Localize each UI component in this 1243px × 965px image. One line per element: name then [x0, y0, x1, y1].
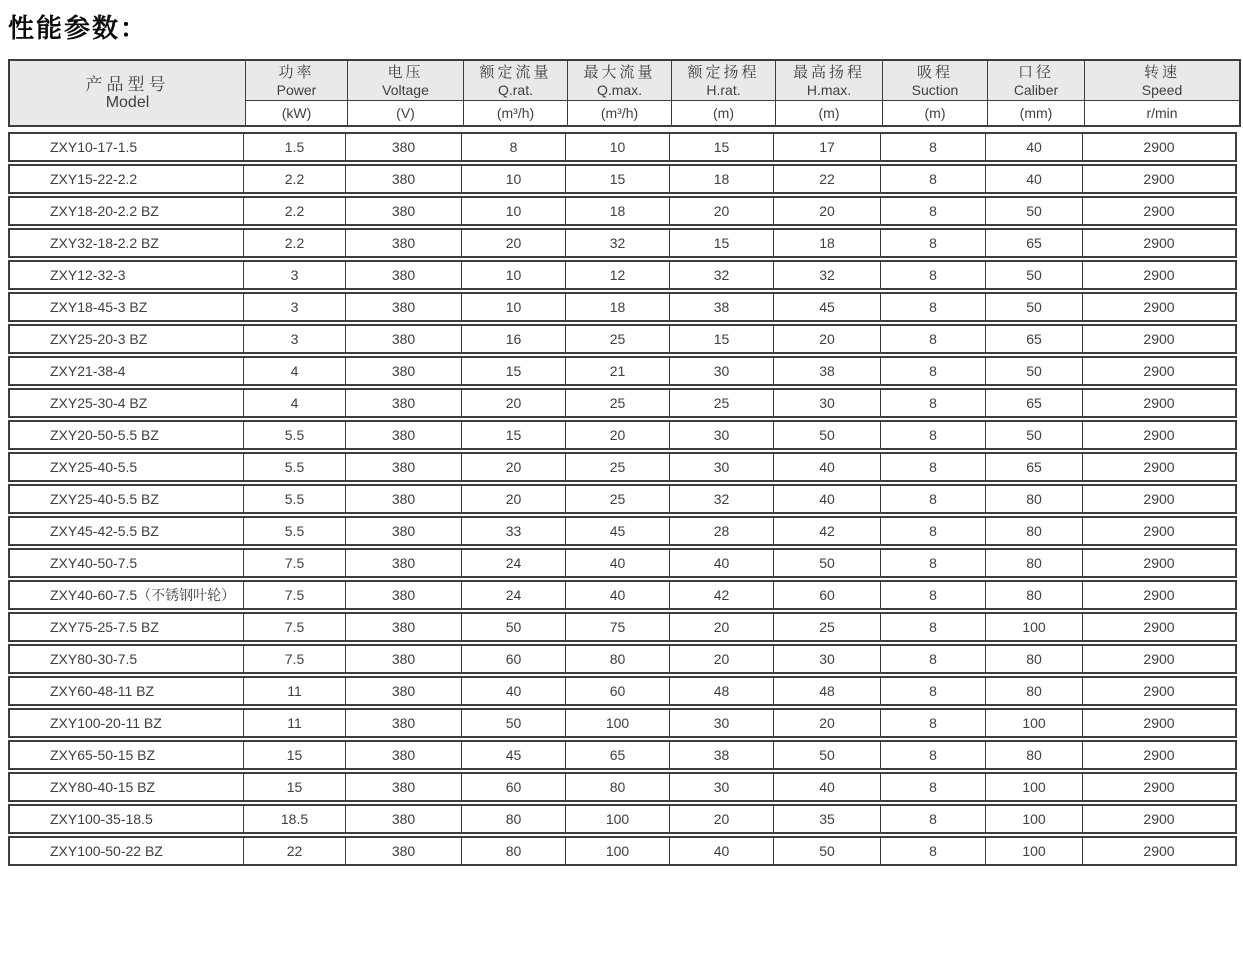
- value-cell: 18: [565, 292, 669, 322]
- column-label-en: Caliber: [1013, 81, 1059, 98]
- column-header-speed: [1084, 61, 1239, 100]
- value-cell: 380: [345, 292, 461, 322]
- value-cell: 8: [880, 548, 985, 578]
- column-label-zh: 额定扬程: [687, 63, 760, 81]
- value-cell: 100: [985, 804, 1082, 834]
- value-cell: 7.5: [243, 548, 345, 578]
- value-cell: 50: [773, 548, 880, 578]
- table-row: [8, 228, 1237, 258]
- column-header-qrat: [463, 61, 567, 100]
- value-cell: 50: [773, 420, 880, 450]
- column-label-en: H.max.: [806, 81, 852, 98]
- value-cell: 100: [565, 708, 669, 738]
- column-label-zh: 电压: [387, 63, 424, 81]
- value-cell: 2900: [1082, 452, 1237, 482]
- table-row: [8, 356, 1237, 386]
- value-cell: 15: [461, 420, 565, 450]
- value-cell: 30: [669, 420, 773, 450]
- value-cell: 20: [565, 420, 669, 450]
- value-cell: 50: [461, 708, 565, 738]
- model-cell: ZXY12-32-3: [8, 260, 243, 290]
- value-cell: 380: [345, 804, 461, 834]
- value-cell: 4: [243, 388, 345, 418]
- table-row: [8, 772, 1237, 802]
- value-cell: 2900: [1082, 292, 1237, 322]
- value-cell: 2.2: [243, 164, 345, 194]
- value-cell: 60: [773, 580, 880, 610]
- column-header-model: [10, 61, 245, 125]
- value-cell: 8: [880, 228, 985, 258]
- value-cell: 32: [773, 260, 880, 290]
- model-cell: ZXY100-35-18.5: [8, 804, 243, 834]
- table-row: [8, 580, 1237, 610]
- table-row: [8, 260, 1237, 290]
- value-cell: 42: [773, 516, 880, 546]
- column-label-en: Voltage: [382, 81, 429, 98]
- column-header-caliber: [987, 61, 1084, 100]
- column-label-en: Model: [105, 94, 150, 111]
- value-cell: 45: [461, 740, 565, 770]
- column-label-en: Q.max.: [596, 81, 643, 98]
- value-cell: 8: [880, 324, 985, 354]
- value-cell: 8: [880, 196, 985, 226]
- value-cell: 20: [669, 644, 773, 674]
- value-cell: 38: [773, 356, 880, 386]
- value-cell: 20: [773, 324, 880, 354]
- value-cell: 8: [461, 132, 565, 162]
- column-label-en: Power: [276, 81, 317, 98]
- value-cell: 12: [565, 260, 669, 290]
- value-cell: 30: [669, 356, 773, 386]
- value-cell: 60: [565, 676, 669, 706]
- column-label-zh: 吸程: [916, 63, 953, 81]
- value-cell: 2900: [1082, 132, 1237, 162]
- value-cell: 11: [243, 676, 345, 706]
- spec-table-header: [8, 59, 1241, 127]
- value-cell: 80: [985, 484, 1082, 514]
- value-cell: 380: [345, 420, 461, 450]
- value-cell: 2900: [1082, 548, 1237, 578]
- value-cell: 380: [345, 196, 461, 226]
- value-cell: 8: [880, 676, 985, 706]
- value-cell: 2900: [1082, 740, 1237, 770]
- value-cell: 60: [461, 772, 565, 802]
- value-cell: 45: [565, 516, 669, 546]
- value-cell: 18: [669, 164, 773, 194]
- model-cell: ZXY80-40-15 BZ: [8, 772, 243, 802]
- value-cell: 25: [669, 388, 773, 418]
- column-unit: (m³/h): [567, 100, 671, 125]
- column-label-zh: 最高扬程: [792, 63, 865, 81]
- value-cell: 3: [243, 260, 345, 290]
- value-cell: 2900: [1082, 708, 1237, 738]
- value-cell: 8: [880, 164, 985, 194]
- value-cell: 32: [565, 228, 669, 258]
- value-cell: 65: [985, 324, 1082, 354]
- value-cell: 20: [461, 388, 565, 418]
- column-header-power: [245, 61, 347, 100]
- value-cell: 8: [880, 132, 985, 162]
- model-cell: ZXY80-30-7.5: [8, 644, 243, 674]
- model-cell: ZXY25-20-3 BZ: [8, 324, 243, 354]
- value-cell: 8: [880, 644, 985, 674]
- value-cell: 20: [461, 484, 565, 514]
- value-cell: 2900: [1082, 356, 1237, 386]
- value-cell: 20: [669, 196, 773, 226]
- value-cell: 30: [773, 644, 880, 674]
- model-cell: ZXY10-17-1.5: [8, 132, 243, 162]
- value-cell: 50: [985, 356, 1082, 386]
- value-cell: 50: [985, 420, 1082, 450]
- column-unit: (kW): [245, 100, 347, 125]
- model-cell: ZXY25-30-4 BZ: [8, 388, 243, 418]
- value-cell: 380: [345, 324, 461, 354]
- value-cell: 30: [669, 452, 773, 482]
- value-cell: 30: [773, 388, 880, 418]
- model-cell: ZXY15-22-2.2: [8, 164, 243, 194]
- table-row: [8, 516, 1237, 546]
- column-header-hmax: [775, 61, 882, 100]
- value-cell: 40: [773, 772, 880, 802]
- table-row: [8, 676, 1237, 706]
- model-cell: ZXY25-40-5.5 BZ: [8, 484, 243, 514]
- model-cell: ZXY60-48-11 BZ: [8, 676, 243, 706]
- value-cell: 25: [565, 324, 669, 354]
- value-cell: 7.5: [243, 580, 345, 610]
- value-cell: 48: [773, 676, 880, 706]
- value-cell: 7.5: [243, 612, 345, 642]
- model-cell: ZXY21-38-4: [8, 356, 243, 386]
- value-cell: 5.5: [243, 452, 345, 482]
- value-cell: 10: [565, 132, 669, 162]
- table-row: [8, 836, 1237, 866]
- value-cell: 28: [669, 516, 773, 546]
- value-cell: 380: [345, 516, 461, 546]
- model-cell: ZXY25-40-5.5: [8, 452, 243, 482]
- value-cell: 2900: [1082, 612, 1237, 642]
- value-cell: 2900: [1082, 836, 1237, 866]
- value-cell: 2900: [1082, 804, 1237, 834]
- column-label-zh: 产品型号: [85, 75, 170, 94]
- value-cell: 2900: [1082, 772, 1237, 802]
- value-cell: 2900: [1082, 516, 1237, 546]
- value-cell: 380: [345, 612, 461, 642]
- value-cell: 22: [243, 836, 345, 866]
- value-cell: 8: [880, 388, 985, 418]
- value-cell: 25: [565, 452, 669, 482]
- column-label-zh: 功率: [278, 63, 315, 81]
- value-cell: 15: [669, 324, 773, 354]
- value-cell: 32: [669, 484, 773, 514]
- value-cell: 20: [773, 196, 880, 226]
- value-cell: 65: [565, 740, 669, 770]
- value-cell: 45: [773, 292, 880, 322]
- value-cell: 3: [243, 324, 345, 354]
- value-cell: 100: [985, 836, 1082, 866]
- column-label-zh: 转速: [1143, 63, 1180, 81]
- value-cell: 2900: [1082, 388, 1237, 418]
- value-cell: 33: [461, 516, 565, 546]
- value-cell: 80: [461, 836, 565, 866]
- value-cell: 40: [773, 484, 880, 514]
- table-row: [8, 132, 1237, 162]
- column-header-voltage: [347, 61, 463, 100]
- value-cell: 17: [773, 132, 880, 162]
- value-cell: 380: [345, 484, 461, 514]
- value-cell: 25: [773, 612, 880, 642]
- table-row: [8, 644, 1237, 674]
- value-cell: 380: [345, 644, 461, 674]
- value-cell: 8: [880, 740, 985, 770]
- value-cell: 2900: [1082, 324, 1237, 354]
- value-cell: 24: [461, 548, 565, 578]
- spec-table-body: [8, 130, 1237, 868]
- value-cell: 2900: [1082, 228, 1237, 258]
- column-label-en: Speed: [1141, 81, 1183, 98]
- value-cell: 40: [985, 164, 1082, 194]
- model-cell: ZXY18-45-3 BZ: [8, 292, 243, 322]
- model-cell: ZXY20-50-5.5 BZ: [8, 420, 243, 450]
- value-cell: 10: [461, 292, 565, 322]
- column-unit: (m³/h): [463, 100, 567, 125]
- column-unit: r/min: [1084, 100, 1239, 125]
- value-cell: 38: [669, 740, 773, 770]
- value-cell: 380: [345, 740, 461, 770]
- value-cell: 8: [880, 516, 985, 546]
- value-cell: 8: [880, 260, 985, 290]
- value-cell: 50: [985, 196, 1082, 226]
- value-cell: 8: [880, 580, 985, 610]
- value-cell: 80: [985, 740, 1082, 770]
- value-cell: 2900: [1082, 676, 1237, 706]
- value-cell: 7.5: [243, 644, 345, 674]
- value-cell: 65: [985, 228, 1082, 258]
- value-cell: 380: [345, 164, 461, 194]
- table-row: [8, 292, 1237, 322]
- value-cell: 30: [669, 772, 773, 802]
- page-title: 性能参数：: [8, 14, 149, 44]
- value-cell: 15: [669, 132, 773, 162]
- value-cell: 40: [669, 548, 773, 578]
- table-row: [8, 548, 1237, 578]
- value-cell: 8: [880, 804, 985, 834]
- value-cell: 3: [243, 292, 345, 322]
- column-unit: (m): [882, 100, 987, 125]
- model-cell: ZXY18-20-2.2 BZ: [8, 196, 243, 226]
- table-row: [8, 740, 1237, 770]
- value-cell: 18.5: [243, 804, 345, 834]
- value-cell: 80: [985, 644, 1082, 674]
- column-label-en: H.rat.: [706, 81, 741, 98]
- value-cell: 50: [773, 836, 880, 866]
- value-cell: 15: [243, 740, 345, 770]
- model-cell: ZXY75-25-7.5 BZ: [8, 612, 243, 642]
- value-cell: 15: [565, 164, 669, 194]
- column-label-zh: 最大流量: [583, 63, 656, 81]
- value-cell: 22: [773, 164, 880, 194]
- value-cell: 380: [345, 676, 461, 706]
- value-cell: 20: [669, 612, 773, 642]
- value-cell: 50: [773, 740, 880, 770]
- table-row: [8, 324, 1237, 354]
- header-name-row: [10, 61, 1239, 100]
- value-cell: 42: [669, 580, 773, 610]
- value-cell: 65: [985, 452, 1082, 482]
- value-cell: 2900: [1082, 196, 1237, 226]
- value-cell: 50: [985, 260, 1082, 290]
- value-cell: 100: [985, 772, 1082, 802]
- value-cell: 60: [461, 644, 565, 674]
- value-cell: 25: [565, 388, 669, 418]
- model-cell: ZXY65-50-15 BZ: [8, 740, 243, 770]
- column-header-suction: [882, 61, 987, 100]
- value-cell: 380: [345, 580, 461, 610]
- value-cell: 2900: [1082, 580, 1237, 610]
- value-cell: 380: [345, 772, 461, 802]
- value-cell: 40: [565, 548, 669, 578]
- value-cell: 18: [773, 228, 880, 258]
- table-row: [8, 164, 1237, 194]
- value-cell: 35: [773, 804, 880, 834]
- value-cell: 50: [985, 292, 1082, 322]
- value-cell: 2900: [1082, 484, 1237, 514]
- model-cell: ZXY45-42-5.5 BZ: [8, 516, 243, 546]
- column-label-en: Suction: [911, 81, 959, 98]
- value-cell: 2900: [1082, 644, 1237, 674]
- value-cell: 2900: [1082, 420, 1237, 450]
- value-cell: 8: [880, 836, 985, 866]
- value-cell: 380: [345, 708, 461, 738]
- value-cell: 11: [243, 708, 345, 738]
- value-cell: 20: [773, 708, 880, 738]
- value-cell: 21: [565, 356, 669, 386]
- value-cell: 24: [461, 580, 565, 610]
- value-cell: 18: [565, 196, 669, 226]
- value-cell: 80: [985, 580, 1082, 610]
- column-label-zh: 口径: [1017, 63, 1054, 81]
- value-cell: 50: [461, 612, 565, 642]
- value-cell: 5.5: [243, 516, 345, 546]
- value-cell: 80: [461, 804, 565, 834]
- model-cell: ZXY40-50-7.5: [8, 548, 243, 578]
- value-cell: 380: [345, 356, 461, 386]
- model-cell: ZXY40-60-7.5（不锈钢叶轮）: [8, 580, 243, 610]
- column-header-hrat: [671, 61, 775, 100]
- column-label-en: Q.rat.: [497, 81, 533, 98]
- value-cell: 40: [565, 580, 669, 610]
- value-cell: 80: [985, 548, 1082, 578]
- value-cell: 75: [565, 612, 669, 642]
- value-cell: 2900: [1082, 164, 1237, 194]
- value-cell: 15: [243, 772, 345, 802]
- value-cell: 5.5: [243, 420, 345, 450]
- value-cell: 25: [565, 484, 669, 514]
- value-cell: 4: [243, 356, 345, 386]
- value-cell: 20: [461, 228, 565, 258]
- column-unit: (mm): [987, 100, 1084, 125]
- value-cell: 2.2: [243, 228, 345, 258]
- model-cell: ZXY32-18-2.2 BZ: [8, 228, 243, 258]
- value-cell: 40: [461, 676, 565, 706]
- value-cell: 8: [880, 484, 985, 514]
- value-cell: 100: [985, 612, 1082, 642]
- value-cell: 8: [880, 292, 985, 322]
- table-row: [8, 420, 1237, 450]
- value-cell: 100: [985, 708, 1082, 738]
- column-unit: (m): [671, 100, 775, 125]
- table-row: [8, 196, 1237, 226]
- value-cell: 32: [669, 260, 773, 290]
- value-cell: 2900: [1082, 260, 1237, 290]
- value-cell: 380: [345, 388, 461, 418]
- value-cell: 15: [669, 228, 773, 258]
- value-cell: 1.5: [243, 132, 345, 162]
- table-row: [8, 484, 1237, 514]
- value-cell: 100: [565, 836, 669, 866]
- value-cell: 80: [985, 676, 1082, 706]
- table-row: [8, 452, 1237, 482]
- column-unit: (m): [775, 100, 882, 125]
- value-cell: 80: [565, 644, 669, 674]
- value-cell: 8: [880, 772, 985, 802]
- value-cell: 5.5: [243, 484, 345, 514]
- value-cell: 15: [461, 356, 565, 386]
- value-cell: 380: [345, 836, 461, 866]
- value-cell: 10: [461, 164, 565, 194]
- value-cell: 380: [345, 548, 461, 578]
- column-header-qmax: [567, 61, 671, 100]
- model-cell: ZXY100-20-11 BZ: [8, 708, 243, 738]
- value-cell: 40: [773, 452, 880, 482]
- value-cell: 20: [669, 804, 773, 834]
- value-cell: 380: [345, 260, 461, 290]
- value-cell: 80: [985, 516, 1082, 546]
- value-cell: 10: [461, 260, 565, 290]
- value-cell: 65: [985, 388, 1082, 418]
- value-cell: 380: [345, 228, 461, 258]
- value-cell: 38: [669, 292, 773, 322]
- value-cell: 8: [880, 356, 985, 386]
- value-cell: 8: [880, 452, 985, 482]
- value-cell: 380: [345, 132, 461, 162]
- model-cell: ZXY100-50-22 BZ: [8, 836, 243, 866]
- column-label-zh: 额定流量: [479, 63, 552, 81]
- value-cell: 8: [880, 708, 985, 738]
- value-cell: 16: [461, 324, 565, 354]
- value-cell: 8: [880, 612, 985, 642]
- value-cell: 48: [669, 676, 773, 706]
- value-cell: 40: [669, 836, 773, 866]
- value-cell: 380: [345, 452, 461, 482]
- value-cell: 8: [880, 420, 985, 450]
- column-unit: (V): [347, 100, 463, 125]
- value-cell: 30: [669, 708, 773, 738]
- value-cell: 10: [461, 196, 565, 226]
- table-row: [8, 388, 1237, 418]
- value-cell: 100: [565, 804, 669, 834]
- value-cell: 20: [461, 452, 565, 482]
- table-row: [8, 612, 1237, 642]
- value-cell: 80: [565, 772, 669, 802]
- table-row: [8, 804, 1237, 834]
- value-cell: 2.2: [243, 196, 345, 226]
- table-row: [8, 708, 1237, 738]
- value-cell: 40: [985, 132, 1082, 162]
